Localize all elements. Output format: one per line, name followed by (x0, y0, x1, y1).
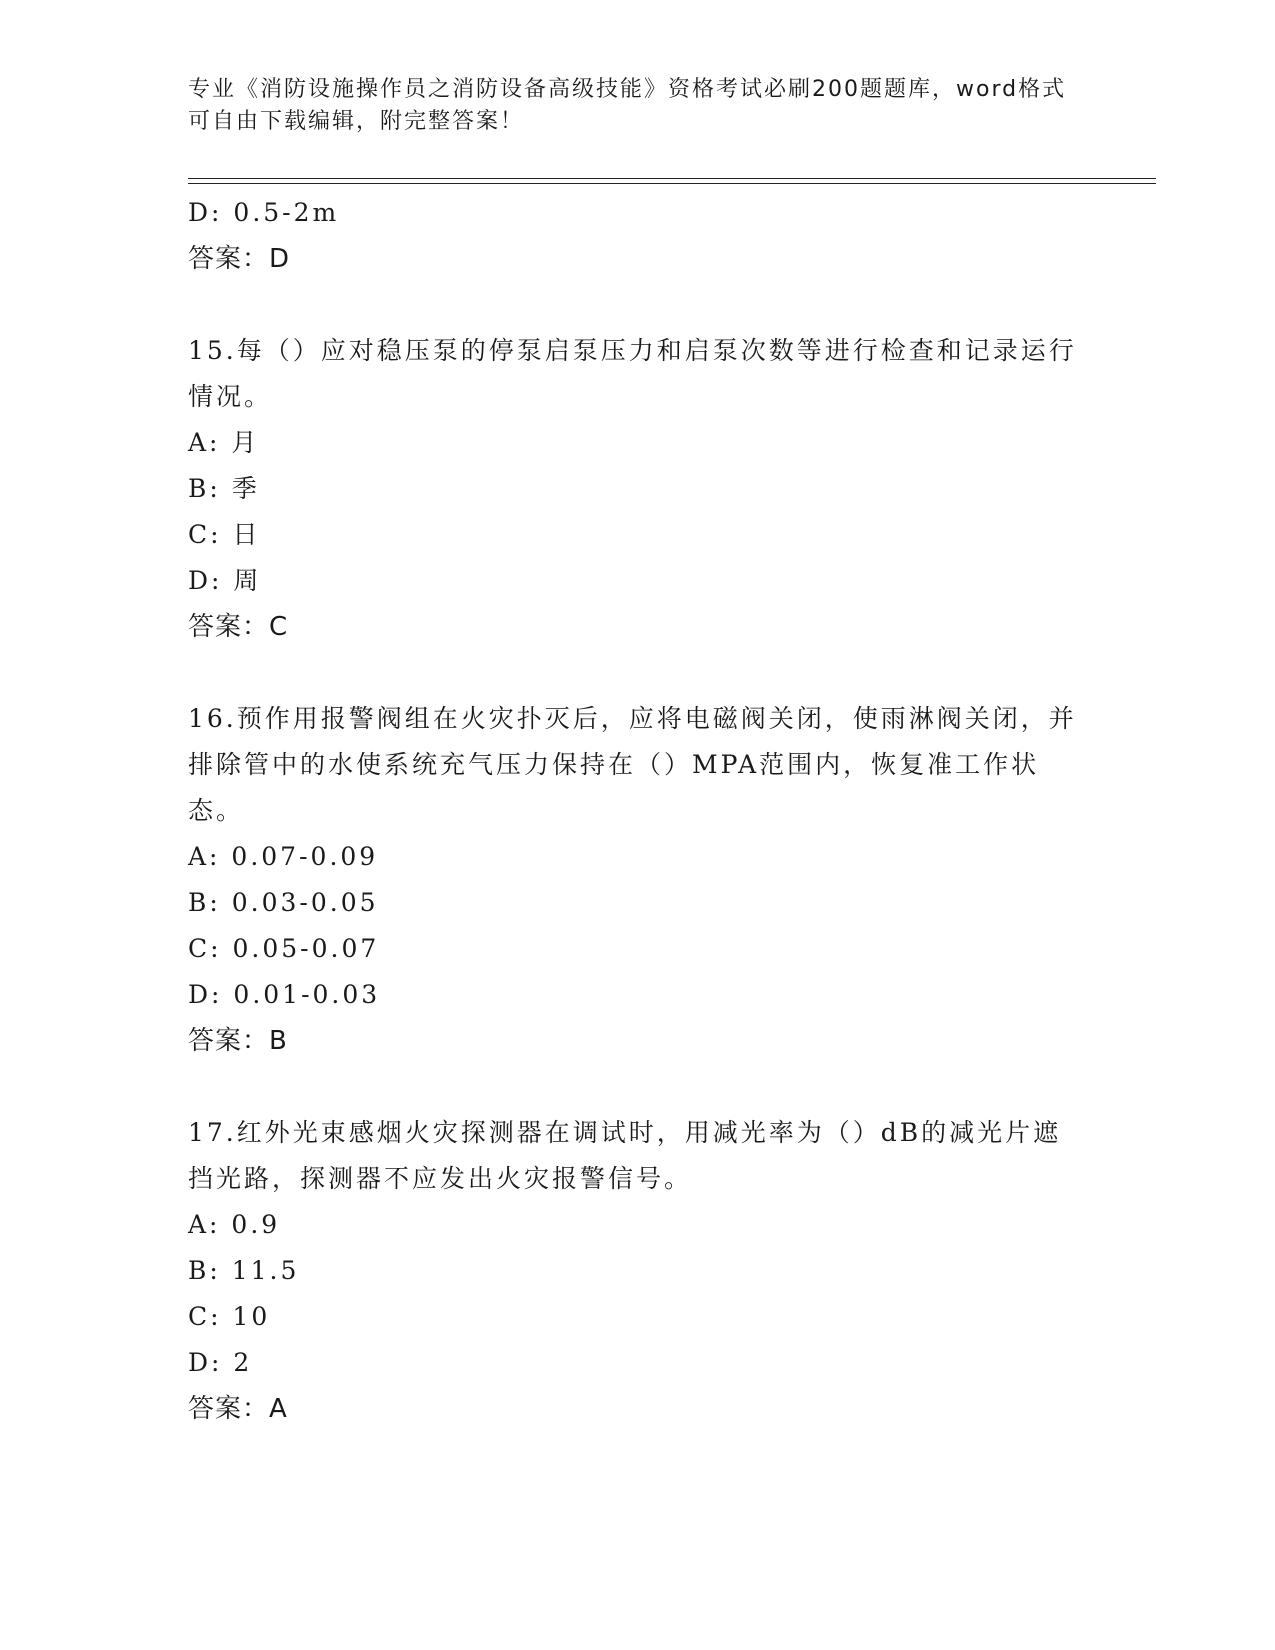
question-15-text: 15.每（）应对稳压泵的停泵启泵压力和启泵次数等进行检查和记录运行情况。 (188, 336, 1077, 411)
question-16 (188, 696, 1088, 1064)
question-15-answer: 答案：C (188, 612, 289, 642)
prev-option-d: D: 0.5-2m (188, 198, 340, 227)
question-15-option-c: C: 日 (188, 520, 261, 549)
question-15-option-a: A: 月 (188, 428, 260, 457)
question-16-option-c: C: 0.05-0.07 (188, 934, 380, 963)
header-divider-bottom (188, 183, 1156, 184)
question-17-answer: 答案：A (188, 1394, 288, 1424)
document-header: 专业《消防设施操作员之消防设备高级技能》资格考试必刷200题题库，word格式可自由下载编辑，附完整答案！ (188, 77, 1067, 134)
prev-answer: 答案：D (188, 244, 291, 274)
question-17-text: 17.红外光束感烟火灾探测器在调试时，用减光率为（）dB的减光片遮挡光路，探测器不应发出火灾报警信号。 (188, 1118, 1062, 1193)
question-17-option-d: D: 2 (188, 1348, 253, 1377)
question-16-option-d: D: 0.01-0.03 (188, 980, 381, 1009)
question-17-option-a: A: 0.9 (188, 1210, 281, 1239)
header-divider-top (188, 178, 1156, 179)
question-16-text: 16.预作用报警阀组在火灾扑灭后，应将电磁阀关闭，使雨淋阀关闭，并排除管中的水使系统充气压力保持在（）MPA范围内，恢复准工作状态。 (188, 704, 1077, 825)
question-16-option-a: A: 0.07-0.09 (188, 842, 379, 871)
question-16-answer: 答案：B (188, 1026, 288, 1056)
question-17 (188, 1110, 1088, 1432)
question-15-option-d: D: 周 (188, 566, 262, 595)
question-17-option-c: C: 10 (188, 1302, 271, 1331)
question-15-option-b: B: 季 (188, 474, 260, 503)
question-list (188, 190, 1088, 1432)
question-16-option-b: B: 0.03-0.05 (188, 888, 379, 917)
question-15 (188, 328, 1088, 650)
question-17-option-b: B: 11.5 (188, 1256, 300, 1285)
